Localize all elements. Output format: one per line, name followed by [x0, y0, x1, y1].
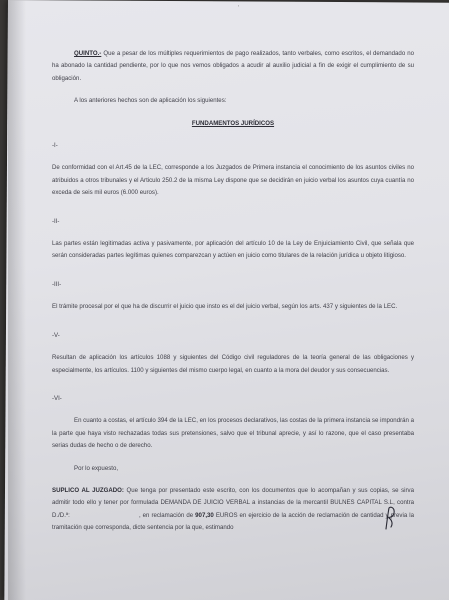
fundamento-paragraph: Las partes están legitimadas activa y pasivamente, por aplicación del artículo 10 de la Ley de Enjuiciamiento Civil, que señala que serán consideradas partes legítimas quienes comparezcan y actúen en juicio como titulares de la relación jurídica u objeto litigioso.	[52, 240, 414, 260]
fundamento-paragraph: En cuanto a costas, el artículo 394 de la LEC, en los procesos declarativos, las costas de la primera instancia se impondrán a la parte que haya visto rechazadas todas sus pretensiones, salvo que el tribunal aprecie, y así lo razone, que el caso presentaba serias dudas de hecho o de derecho.	[52, 417, 414, 450]
fundamento-marker: -I-	[52, 142, 58, 150]
suplico-text-3: EUROS en ejercicio de la acción de reclamación de cantidad y previa la tramitación que corresponda, dicte sentencia por la que, estimando	[52, 511, 414, 532]
quinto-label: QUINTO.-	[74, 50, 102, 57]
expuesto-line: Por lo expuesto,	[74, 464, 119, 472]
fundamento-marker: -III-	[52, 280, 62, 288]
quinto-text: Que a pesar de los múltiples requerimientos de pago realizados, tanto verbales, como escritos, el demandado no ha abonado la cantidad pendiente, por lo que nos vemos obligados a acudir al auxilio judicial a fin de exigir el cumplimiento de su obligación.	[52, 50, 414, 82]
claim-amount: 907,30	[195, 511, 214, 519]
redacted-name-gap	[70, 512, 139, 519]
intro-paragraph: A los anteriores hechos son de aplicación los siguientes:	[74, 97, 227, 105]
header-mark: '	[237, 5, 240, 12]
fundamento-paragraph: De conformidad con el Art.45 de la LEC, corresponde a los Juzgados de Primera instancia el conocimiento de los asuntos civiles no atribuidos a otros tribunales y el Articulo 250.2 de la misma Ley dispone que se decidirán en juicio verbal los asuntos cuya cuantía no exceda de seis mil euros (6.000 euros).	[52, 164, 414, 197]
fundamento-marker: -VI-	[52, 394, 62, 402]
fundamento-paragraph: Resultan de aplicación los artículos 1088 y siguientes del Código civil reguladores de la teoría general de las obligaciones y especialmente, los artículos. 1100 y siguientes del mismo cuerpo legal, en cuanto a la mora del deudor y sus consecuencias.	[52, 354, 414, 374]
suplico-label: SUPLICO AL JUZGADO:	[52, 486, 124, 494]
suplico-text-1: Que tenga por presentado este escrito, con los documentos que lo acompañan y sus copias, se sirva admitir todo ello y tener por formulada DEMANDA DE JUICIO VERBAL a instancias de la mercantil BULNES CAPITAL S.L, contra D./D.ª:	[52, 486, 414, 519]
section-title: FUNDAMENTOS JURÍDICOS	[191, 119, 275, 127]
suplico-text-2: , en reclamación de	[138, 511, 196, 519]
quinto-paragraph	[52, 48, 414, 85]
fundamento-marker: -II-	[52, 217, 60, 225]
suplico-paragraph	[52, 485, 414, 535]
handwritten-initial	[382, 505, 398, 531]
document-body	[52, 48, 414, 535]
fundamento-paragraph: El trámite procesal por el que ha de discurrir el juicio que insto es el del juicio verbal, según los arts. 437 y siguientes de la LEC.	[52, 303, 398, 311]
fundamento-marker: -V-	[52, 331, 60, 339]
